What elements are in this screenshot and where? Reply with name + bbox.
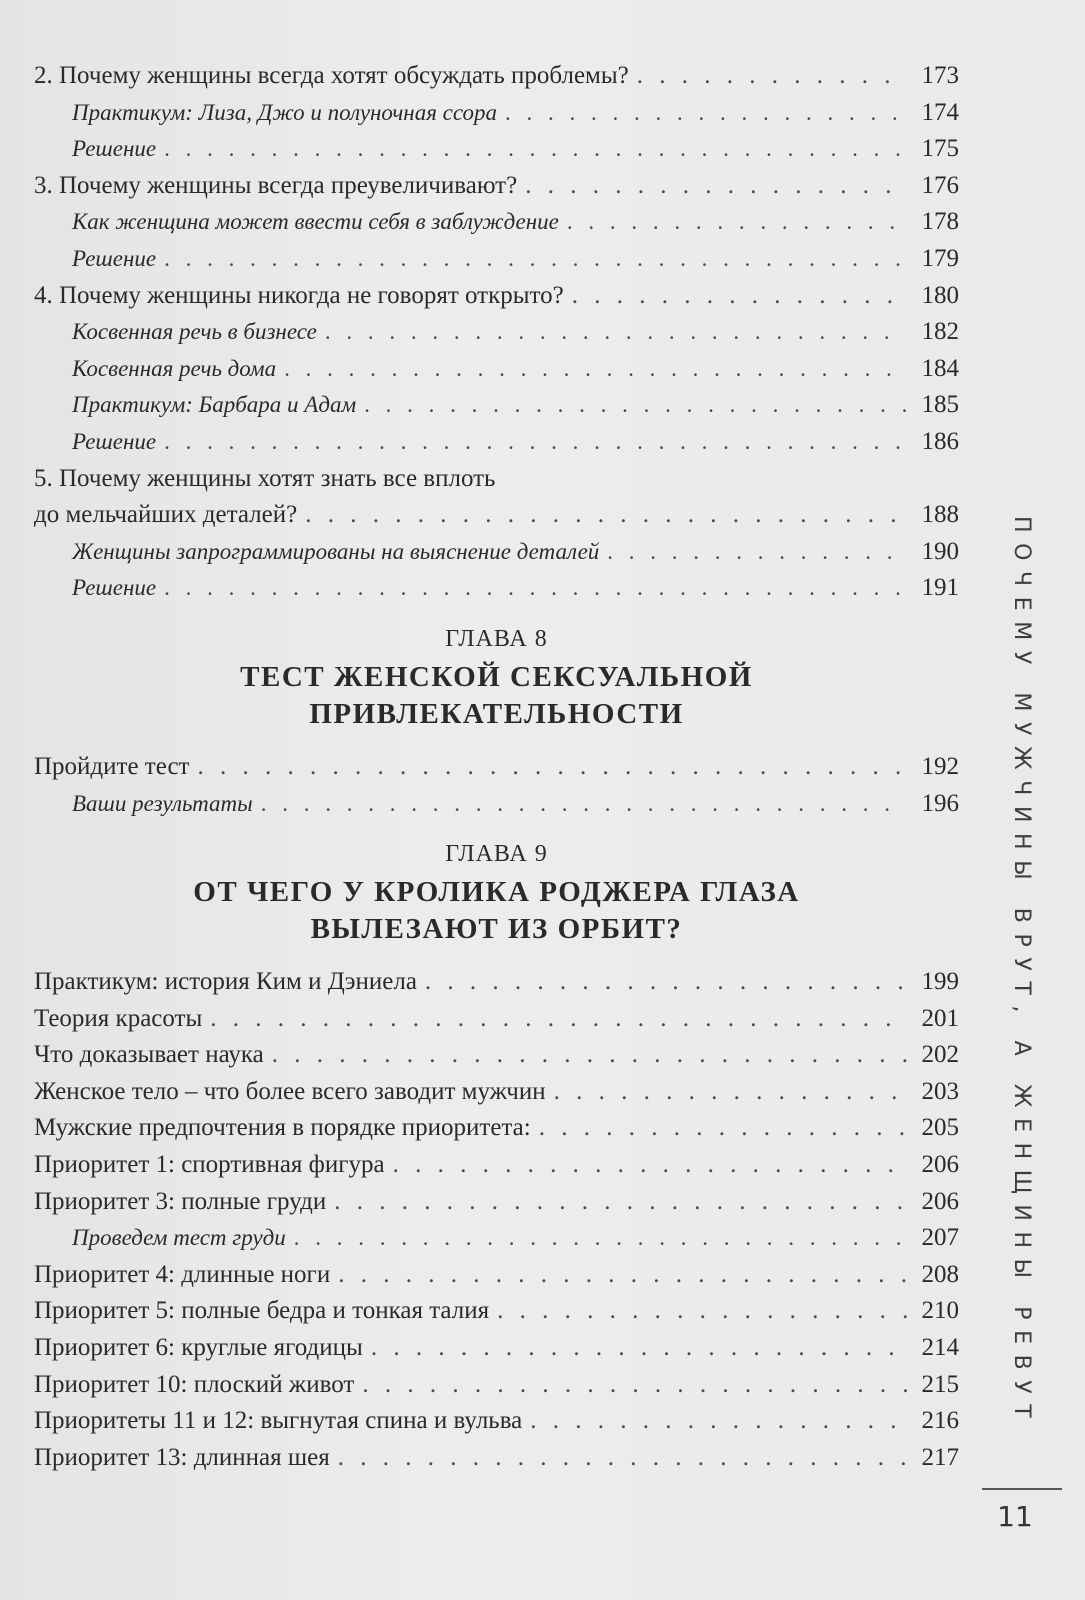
table-of-contents <box>34 58 959 1476</box>
toc-entry <box>34 1147 959 1184</box>
chapter-entries <box>34 749 959 822</box>
toc-entry-title: Ваши результаты <box>72 790 253 816</box>
dot-leader <box>338 1257 907 1294</box>
dot-leader <box>505 95 907 132</box>
toc-entry <box>34 749 959 786</box>
toc-entry <box>34 424 959 461</box>
toc-entry <box>34 1257 959 1294</box>
toc-entry <box>34 1220 959 1257</box>
chapter-label: ГЛАВА 8 <box>445 625 548 652</box>
toc-entry <box>34 314 959 351</box>
dot-leader <box>164 424 907 461</box>
toc-entry-page: 215 <box>921 1370 959 1398</box>
dot-leader <box>425 964 907 1001</box>
toc-entry-page: 191 <box>921 574 959 602</box>
dot-leader <box>572 278 907 315</box>
toc-entry <box>34 351 959 388</box>
toc-entry <box>34 497 959 534</box>
toc-entry-page: 173 <box>921 62 959 89</box>
toc-entry <box>34 534 959 571</box>
dot-leader <box>530 1403 907 1440</box>
dot-leader <box>362 1367 907 1404</box>
page-number: 11 <box>997 1500 1033 1533</box>
dot-leader <box>210 1001 907 1038</box>
toc-entry <box>34 1367 959 1404</box>
toc-entry <box>34 278 959 315</box>
toc-entry-page: 201 <box>921 1004 959 1032</box>
toc-entry-title: Пройдите тест <box>34 752 190 780</box>
chapter-label: ГЛАВА 9 <box>445 841 548 868</box>
toc-entry <box>34 786 959 823</box>
toc-entry-title: Теория красоты <box>34 1004 203 1032</box>
toc-entry-title: Решение <box>72 428 157 454</box>
toc-entry-title: Приоритеты 11 и 12: выгнутая спина и вульва <box>34 1407 523 1435</box>
dot-leader <box>284 351 907 388</box>
chapter-9 <box>34 834 959 1476</box>
toc-entry-page: 199 <box>921 968 959 996</box>
toc-entry-page: 175 <box>921 135 959 163</box>
running-title-text: ПОЧЕМУ МУЖЧИНЫ ВРУТ, А ЖЕНЩИНЫ РЕВУТ <box>1009 516 1034 1429</box>
dot-leader <box>371 1330 907 1367</box>
toc-entry-title: Приоритет 13: длинная шея <box>34 1443 330 1471</box>
toc-entry <box>34 964 959 1001</box>
toc-entry-title: Практикум: Лиза, Джо и полуночная ссора <box>72 99 498 125</box>
toc-entry-title: 2. Почему женщины всегда хотят обсуждать проблемы? <box>34 62 629 89</box>
dot-leader <box>164 131 907 168</box>
toc-entry-page: 216 <box>921 1407 959 1435</box>
dot-leader <box>197 749 907 786</box>
toc-entry-page: 208 <box>921 1260 959 1288</box>
dot-leader <box>325 314 907 351</box>
toc-entry-title: Приоритет 3: полные груди <box>34 1187 327 1215</box>
toc-entry <box>34 1440 959 1477</box>
chapter-8 <box>34 619 959 822</box>
toc-entry-title: Приоритет 5: полные бедра и тонкая талия <box>34 1297 490 1325</box>
toc-entry-page: 174 <box>921 98 959 126</box>
toc-entry <box>34 58 959 95</box>
toc-entry-page: 180 <box>921 281 959 309</box>
toc-entry-title: Приоритет 1: спортивная фигура <box>34 1151 385 1179</box>
chapter-title-line: ВЫЛЕЗАЮТ ИЗ ОРБИТ? <box>310 913 683 946</box>
chapter-title-line: ТЕСТ ЖЕНСКОЙ СЕКСУАЛЬНОЙ <box>240 660 753 693</box>
chapter-title <box>34 659 959 733</box>
footer-rule <box>982 1488 1062 1490</box>
dot-leader <box>338 1440 907 1477</box>
dot-leader <box>393 1147 907 1184</box>
toc-entry-page: 217 <box>921 1443 959 1471</box>
chapter-entries <box>34 964 959 1476</box>
toc-entry-page: 210 <box>921 1297 959 1325</box>
toc-entry <box>34 168 959 205</box>
toc-entry <box>34 1037 959 1074</box>
chapter-title-line: ПРИВЛЕКАТЕЛЬНОСТИ <box>309 697 684 730</box>
toc-entry-title: 3. Почему женщины всегда преувеличивают? <box>34 171 518 199</box>
dot-leader <box>294 1220 907 1257</box>
toc-entry <box>34 1001 959 1038</box>
toc-entry-page: 206 <box>921 1151 959 1179</box>
dot-leader <box>497 1293 907 1330</box>
dot-leader <box>305 497 907 534</box>
toc-entry-page: 192 <box>921 752 959 780</box>
toc-entry <box>34 1110 959 1147</box>
dot-leader <box>164 570 907 607</box>
chapter-title-line: ОТ ЧЕГО У КРОЛИКА РОДЖЕРА ГЛАЗА <box>193 876 800 909</box>
running-title <box>1000 516 1040 1466</box>
dot-leader <box>637 58 907 95</box>
dot-leader <box>164 241 907 278</box>
toc-entry-page: 196 <box>921 789 959 817</box>
toc-entry <box>34 387 959 424</box>
toc-entry-page: 203 <box>921 1077 959 1105</box>
toc-entry-title: Приоритет 6: круглые ягодицы <box>34 1334 363 1362</box>
dot-leader <box>364 387 907 424</box>
toc-entry <box>34 1330 959 1367</box>
toc-entry-page: 184 <box>921 354 959 382</box>
dot-leader <box>261 786 907 823</box>
toc-entry <box>34 1293 959 1330</box>
toc-entry-title: Женское тело – что более всего заводит мужчин <box>34 1077 546 1105</box>
toc-entry <box>34 461 959 498</box>
dot-leader <box>567 204 907 241</box>
toc-entry-title: 5. Почему женщины хотят знать все вплоть <box>34 464 496 492</box>
toc-entry <box>34 95 959 132</box>
toc-entry-page: 185 <box>921 391 959 419</box>
chapter-title <box>34 874 959 948</box>
dot-leader <box>334 1184 907 1221</box>
toc-entry <box>34 570 959 607</box>
toc-entry-page: 207 <box>921 1224 959 1252</box>
toc-entry-page: 179 <box>921 244 959 272</box>
toc-entry-title: Приоритет 10: плоский живот <box>34 1370 355 1398</box>
toc-entry-page: 178 <box>921 208 959 236</box>
toc-entry-title: Что доказывает наука <box>34 1041 264 1069</box>
toc-entry-page: 182 <box>921 318 959 346</box>
toc-entry-page: 188 <box>921 501 959 529</box>
toc-entry <box>34 131 959 168</box>
toc-entry-page: 176 <box>921 171 959 199</box>
toc-entry-title: Приоритет 4: длинные ноги <box>34 1260 331 1288</box>
toc-entry-title: Женщины запрограммированы на выяснение деталей <box>72 538 600 564</box>
toc-entry-page: 190 <box>921 537 959 565</box>
toc-entry-page: 205 <box>921 1114 959 1142</box>
toc-entry-page: 202 <box>921 1041 959 1069</box>
dot-leader <box>539 1110 907 1147</box>
dot-leader <box>272 1037 907 1074</box>
toc-entry-title: Проведем тест груди <box>72 1225 286 1251</box>
toc-entry-page: 206 <box>921 1187 959 1215</box>
toc-entry-title: Решение <box>72 136 157 162</box>
toc-entry-title: Косвенная речь в бизнесе <box>72 319 317 345</box>
toc-entry-title: до мельчайших деталей? <box>34 501 298 529</box>
toc-entry <box>34 1184 959 1221</box>
toc-entry-title: Как женщина может ввести себя в заблуждение <box>72 209 559 235</box>
toc-entry <box>34 1074 959 1111</box>
toc-entry <box>34 1403 959 1440</box>
toc-entry-title: Мужские предпочтения в порядке приоритета: <box>34 1114 531 1142</box>
toc-entry <box>34 241 959 278</box>
toc-entry-title: Практикум: история Ким и Дэниела <box>34 968 417 996</box>
toc-entry-title: 4. Почему женщины никогда не говорят открыто? <box>34 281 564 309</box>
toc-entry-page: 186 <box>921 427 959 455</box>
dot-leader <box>525 168 907 205</box>
toc-block-chapter7 <box>34 58 959 607</box>
toc-entry <box>34 204 959 241</box>
toc-entry-title: Практикум: Барбара и Адам <box>72 392 357 418</box>
toc-entry-title: Решение <box>72 245 157 271</box>
dot-leader <box>607 534 907 571</box>
toc-entry-title: Косвенная речь дома <box>72 355 277 381</box>
toc-entry-title: Решение <box>72 575 157 601</box>
dot-leader <box>554 1074 907 1111</box>
toc-entry-page: 214 <box>921 1334 959 1362</box>
